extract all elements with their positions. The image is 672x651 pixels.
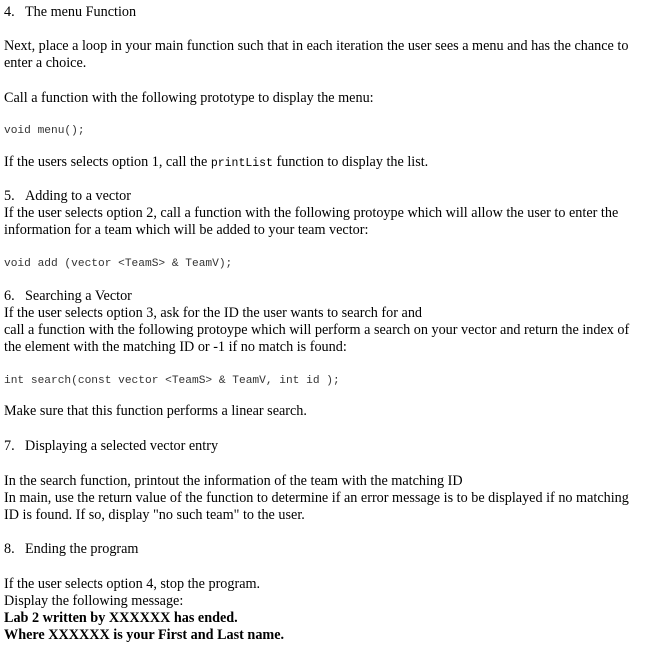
section-8-bold-line1: Lab 2 written by XXXXXX has ended.: [4, 610, 238, 626]
section-6-para1-line3: the element with the matching ID or -1 if no match is found:: [4, 339, 347, 355]
section-6-number: 6.: [4, 288, 15, 304]
section-4-heading: [4, 4, 136, 21]
section-7-title: Displaying a selected vector entry: [25, 438, 219, 454]
section-5-number: 5.: [4, 188, 15, 204]
section-5-title: Adding to a vector: [25, 188, 131, 204]
section-4-para1-line2: enter a choice.: [4, 55, 87, 71]
section-4-para3-before: If the users selects option 1, call the: [4, 154, 211, 170]
section-7-heading: [4, 438, 218, 455]
section-4-number: 4.: [4, 4, 15, 20]
section-5-para1-line1: If the user selects option 2, call a function with the following protoype which will allow the user to enter the: [4, 205, 619, 221]
printlist-code: printList: [210, 157, 273, 170]
section-6-code: int search(const vector <TeamS> & TeamV, int id );: [4, 375, 340, 387]
section-4-title: The menu Function: [25, 4, 137, 20]
section-6-title: Searching a Vector: [25, 288, 132, 304]
section-5-para1-line2: information for a team which will be added to your team vector:: [4, 222, 369, 238]
section-8-title: Ending the program: [25, 541, 139, 557]
section-6-heading: [4, 288, 132, 305]
section-5-heading: [4, 188, 131, 205]
section-8-heading: [4, 541, 138, 558]
section-8-para1-line1: If the user selects option 4, stop the program.: [4, 576, 261, 592]
section-6-para1-line2: call a function with the following protoype which will perform a search on your vector and return the index of: [4, 322, 630, 338]
section-6-para1-line1: If the user selects option 3, ask for the ID the user wants to search for and: [4, 305, 423, 321]
section-4-para3: [4, 154, 428, 171]
section-4-para2: Call a function with the following prototype to display the menu:: [4, 90, 374, 106]
section-4-para1-line1: Next, place a loop in your main function such that in each iteration the user sees a menu and has the chance to: [4, 38, 629, 54]
section-8-para1-line2: Display the following message:: [4, 593, 184, 609]
section-7-para1-line2: In main, use the return value of the function to determine if an error message is to be displayed if no matching: [4, 490, 629, 506]
section-5-code: void add (vector <TeamS> & TeamV);: [4, 258, 233, 270]
section-7-para1-line3: ID is found. If so, display "no such team" to the user.: [4, 507, 305, 523]
section-7-para1-line1: In the search function, printout the information of the team with the matching ID: [4, 473, 463, 489]
section-6-para2: Make sure that this function performs a linear search.: [4, 403, 307, 419]
section-8-bold-line2: Where XXXXXX is your First and Last name.: [4, 627, 285, 643]
section-4-code: void menu();: [4, 125, 85, 137]
section-7-number: 7.: [4, 438, 15, 454]
section-8-number: 8.: [4, 541, 15, 557]
section-4-para3-after: function to display the list.: [272, 154, 429, 170]
